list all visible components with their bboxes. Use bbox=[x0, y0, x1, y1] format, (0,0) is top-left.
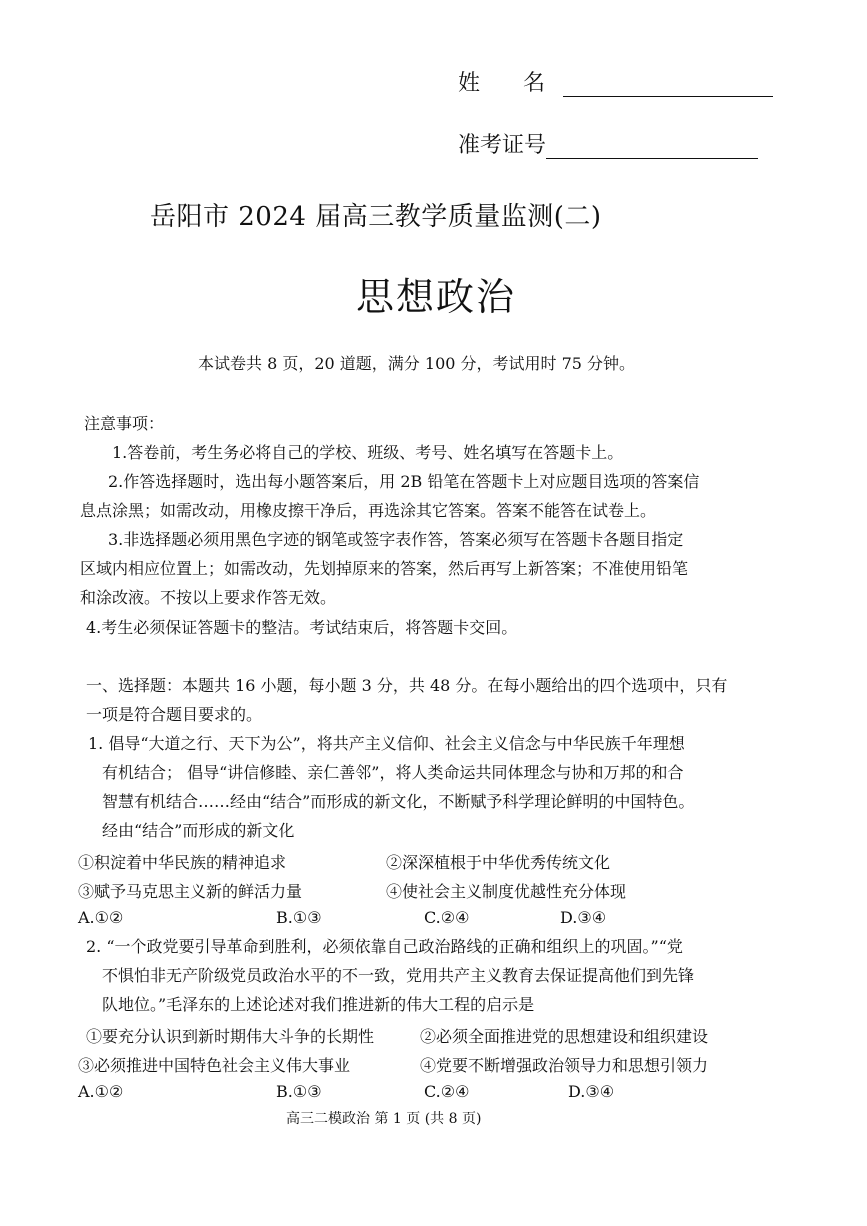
exam-intro: 本试卷共 8 页，20 道题，满分 100 分，考试用时 75 分钟。 bbox=[198, 354, 636, 373]
exam-title: 岳阳市 2024 届高三教学质量监测(二) bbox=[150, 202, 602, 232]
section-heading-cont: 一项是符合题目要求的。 bbox=[86, 705, 263, 724]
q1-statement: ③赋予马克思主义新的鲜活力量 bbox=[78, 882, 303, 901]
note-line: 2.作答选择题时，选出每小题答案后，用 2B 铅笔在答题卡上对应题目选项的答案信 bbox=[108, 472, 700, 491]
q2-option-c: C.②④ bbox=[424, 1082, 470, 1101]
q2-statement: ④党要不断增强政治领导力和思想引领力 bbox=[420, 1056, 709, 1075]
notes-heading: 注意事项： bbox=[84, 414, 165, 433]
q1-option-c: C.②④ bbox=[424, 908, 470, 927]
q2-stem-line: 2. “一个政党要引导革命到胜利，必须依靠自己政治路线的正确和组织上的巩固。”“党 bbox=[86, 937, 683, 956]
page-footer: 高三二模政治 第 1 页 (共 8 页) bbox=[286, 1111, 482, 1127]
note-line: 4.考生必须保证答题卡的整洁。考试结束后，将答题卡交回。 bbox=[86, 618, 518, 637]
note-line: 3.非选择题必须用黑色字迹的钢笔或签字表作答，答案必须写在答题卡各题目指定 bbox=[108, 530, 684, 549]
name-label: 姓 名 bbox=[458, 71, 563, 96]
name-field bbox=[458, 66, 773, 97]
q1-option-d: D.③④ bbox=[560, 908, 607, 927]
q1-option-a: A.①② bbox=[78, 908, 124, 927]
q1-statement: ②深深植根于中华优秀传统文化 bbox=[386, 853, 611, 872]
q1-statement: ④使社会主义制度优越性充分体现 bbox=[386, 882, 627, 901]
q2-statement: ①要充分认识到新时期伟大斗争的长期性 bbox=[86, 1027, 375, 1046]
q1-option-b: B.①③ bbox=[276, 908, 322, 927]
q2-stem-line: 队地位。”毛泽东的上述论述对我们推进新的伟大工程的启示是 bbox=[102, 995, 535, 1014]
q1-statement: ①积淀着中华民族的精神追求 bbox=[78, 853, 287, 872]
q2-statement: ③必须推进中国特色社会主义伟大事业 bbox=[78, 1056, 351, 1075]
q2-statement: ②必须全面推进党的思想建设和组织建设 bbox=[420, 1027, 709, 1046]
name-blank-line bbox=[563, 74, 773, 97]
q1-stem-line: 经由“结合”而形成的新文化 bbox=[102, 821, 295, 840]
q2-option-a: A.①② bbox=[78, 1082, 124, 1101]
note-line: 区域内相应位置上；如需改动，先划掉原来的答案，然后再写上新答案；不准使用铅笔 bbox=[80, 559, 689, 578]
exam-id-label: 准考证号 bbox=[458, 133, 547, 158]
note-line: 1.答卷前，考生务必将自己的学校、班级、考号、姓名填写在答题卡上。 bbox=[112, 443, 624, 462]
note-line: 和涂改液。不按以上要求作答无效。 bbox=[80, 588, 337, 607]
section-heading: 一、选择题：本题共 16 小题，每小题 3 分，共 48 分。在每小题给出的四个选项中，只有 bbox=[86, 676, 728, 695]
q1-stem-line: 有机结合； 倡导“讲信修睦、亲仁善邻”，将人类命运共同体理念与协和万邦的和合 bbox=[102, 763, 684, 782]
q2-stem-line: 不惧怕非无产阶级党员政治水平的不一致，党用共产主义教育去保证提高他们到先锋 bbox=[102, 966, 695, 985]
q1-stem-line: 智慧有机结合……经由“结合”而形成的新文化，不断赋予科学理论鲜明的中国特色。 bbox=[102, 792, 695, 811]
subject-title: 思想政治 bbox=[356, 275, 517, 319]
q1-stem-line: 1. 倡导“大道之行、天下为公”，将共产主义信仰、社会主义信念与中华民族千年理想 bbox=[88, 734, 685, 753]
note-line: 息点涂黑；如需改动，用橡皮擦干净后，再选涂其它答案。答案不能答在试卷上。 bbox=[80, 501, 657, 520]
q2-option-d: D.③④ bbox=[568, 1082, 615, 1101]
exam-id-blank-line bbox=[546, 136, 758, 159]
q2-option-b: B.①③ bbox=[276, 1082, 322, 1101]
exam-id-field bbox=[458, 128, 758, 159]
